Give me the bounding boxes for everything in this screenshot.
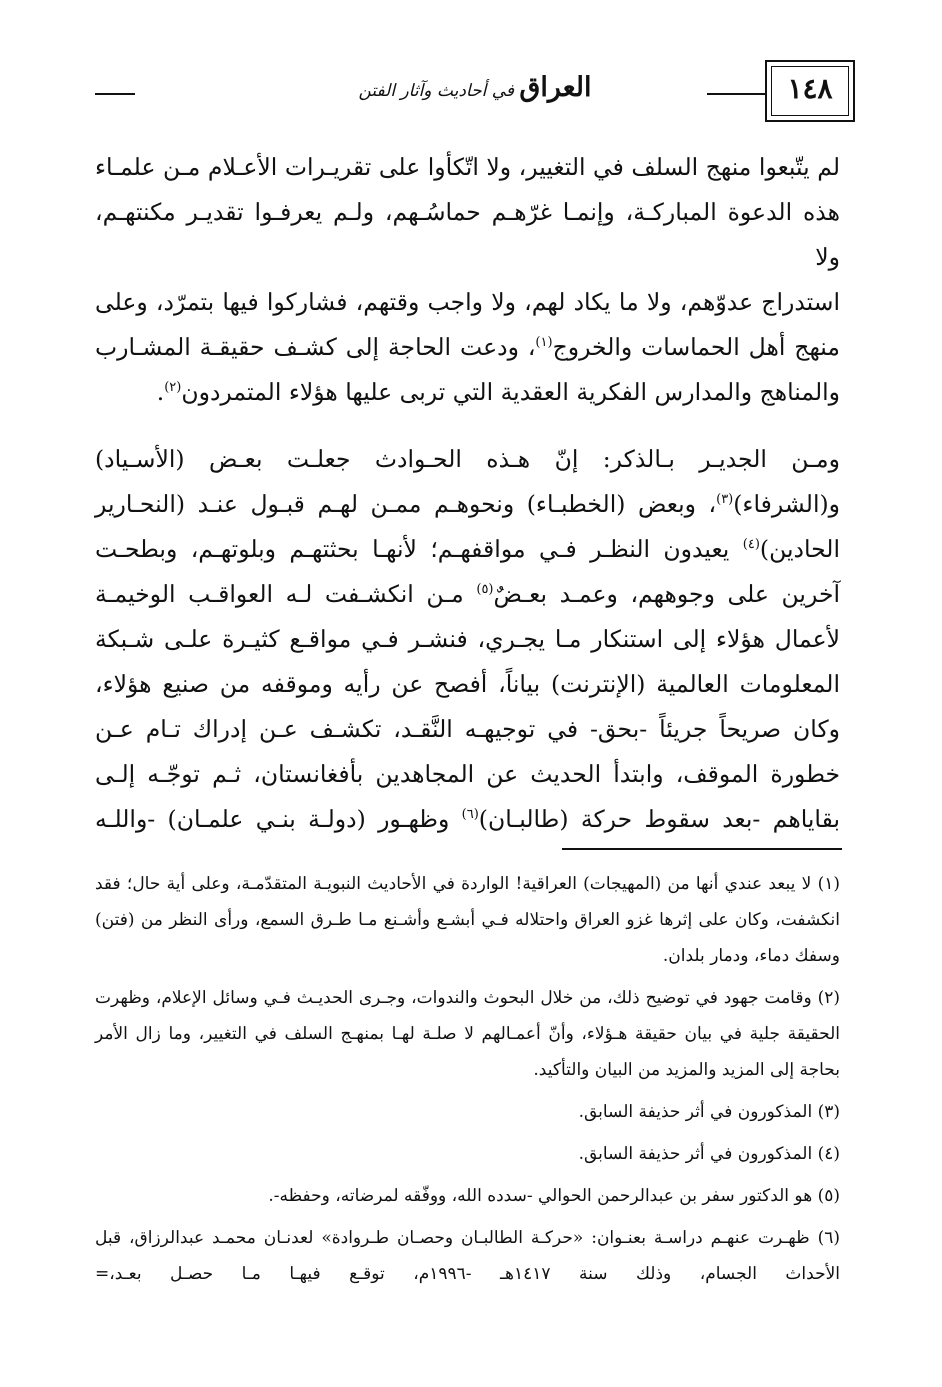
footnote: (٤) المذكورون في أثر حذيفة السابق. xyxy=(578,1144,840,1164)
text-line: الحادين)$^{(٤)}$ يعيدون النظـر فـي مواقفهـم؛ لأنهـا بحثتهـم وبلوتهـم، وبطحـت xyxy=(95,535,840,563)
text-line: منهج أهل الحماسات والخروج$^{(١)}$، ودعت الحاجة إلى كشـف حقيقـة المشـارب xyxy=(95,333,840,361)
footnote-ref: (٣) xyxy=(716,492,734,508)
main-text xyxy=(95,145,840,842)
text-line: لأعمال هؤلاء إلى استنكار مـا يجـري، فنشـر فـي مواقـع كثيـرة علـى شـبكة xyxy=(95,625,840,653)
text-line: خطورة الموقف، وابتدأ الحديث عن المجاهدين بأفغانستان، ثـم توجّـه إلـى xyxy=(95,760,840,788)
text-line: ومـن الجديـر بـالذكر: إنّ هـذه الحـوادث جعلـت بعـض (الأسـياد) xyxy=(95,445,840,473)
page-number: ١٤٨ xyxy=(787,72,833,105)
book-title-main: العراق xyxy=(519,72,592,103)
book-title-rest: في أحاديث وآثار الفتن xyxy=(358,81,515,101)
text-line: آخرين على وجوههم، وعمـد بعـضٌ$^{(٥)}$ مـن انكشـفت لـه العواقـب الوخيمـة xyxy=(95,580,840,608)
text-line: و(الشرفاء)$^{(٣)}$، وبعض (الخطبـاء) ونحوهـم ممـن لهـم قبـول عنـد (النحـارير xyxy=(95,490,840,518)
page-number-box xyxy=(765,60,855,122)
footnote: (٣) المذكورون في أثر حذيفة السابق. xyxy=(578,1102,840,1122)
book-title xyxy=(245,72,705,103)
text-line: استدراج عدوّهم، ولا ما يكاد لهم، ولا واجب وقتهم، فشاركوا فيها بتمرّد، وعلى xyxy=(95,288,840,316)
running-header xyxy=(95,60,855,130)
header-rule-left xyxy=(95,93,135,95)
footnote-ref: (٦) xyxy=(461,807,479,823)
footnote-ref: (١) xyxy=(535,335,553,351)
text-line: بقاياهم -بعد سقوط حركة (طالبـان)$^{(٦)}$ وظهـور (دولـة بنـي علمـان) -واللـه xyxy=(95,805,841,833)
footnote-ref: (٢) xyxy=(164,380,182,396)
footnotes xyxy=(95,866,840,1298)
footnote: (٥) هو الدكتور سفر بن عبدالرحمن الحوالي -سدده الله، ووفّقه لمرضاته، وحفظه-. xyxy=(268,1186,840,1206)
text-line: لم يتّبعوا منهج السلف في التغيير، ولا اتّكأوا على تقريـرات الأعـلام مـن علمـاء xyxy=(95,153,840,181)
footnote-ref: (٤) xyxy=(742,537,760,553)
text-line: والمناهج والمدارس الفكرية العقدية التي تربى عليها هؤلاء المتمردون$^{(٢)}$. xyxy=(156,378,840,406)
footnote: (١) لا يبعد عندي أنها من (المهيجات) العراقية! الواردة في الأحاديث النبويـة المتقدّمـة، وعلى أية حال؛ فقد انكشفت، وكان على إثرها غزو العراق واحتلاله فـي أبشـع وأشـنع مـا طـرق السمع، ورأى النظر من (فتن) وسفك دماء، ودمار بلدان. xyxy=(95,874,840,966)
text-line: وكان صريحاً جريئاً -بحق- في توجيهـه النَّقـد، تكشـف عـن إدراك تـام عـن xyxy=(95,715,840,743)
footnote-separator xyxy=(562,848,842,850)
footnote-ref: (٥) xyxy=(476,582,494,598)
text-line: هذه الدعوة المباركـة، وإنمـا غرّهـم حماسُـهم، ولـم يعرفـوا تقديـر مكنتهـم، ولا xyxy=(95,198,840,271)
header-rule-right xyxy=(707,93,765,95)
footnote: (٦) ظهـرت عنهـم دراسـة بعنـوان: «حركـة الطالبـان وحصـان طـروادة» لعدنـان محمـد عبدالرزاق، قبل الأحداث الجسام، وذلك سنة ١٤١٧هـ -١٩٩٦م، توقـع فيهـا مـا حصـل بعـد،= xyxy=(95,1228,840,1284)
footnote: (٢) وقامت جهود في توضيح ذلك، من خلال البحوث والندوات، وجـرى الحديـث فـي وسائل الإعلام، وظهرت الحقيقة جلية في بيان حقيقة هـؤلاء، وأنّ أعمـالهم لا صلـة لهـا بمنهـج السلف في التغيير، وما زال الأمر بحاجة إلى المزيد والمزيد من البيان والتأكيد. xyxy=(95,988,840,1080)
text-line: المعلومات العالمية (الإنترنت) بياناً، أفصح عن رأيه وموقفه من صنيع هؤلاء، xyxy=(95,670,840,698)
